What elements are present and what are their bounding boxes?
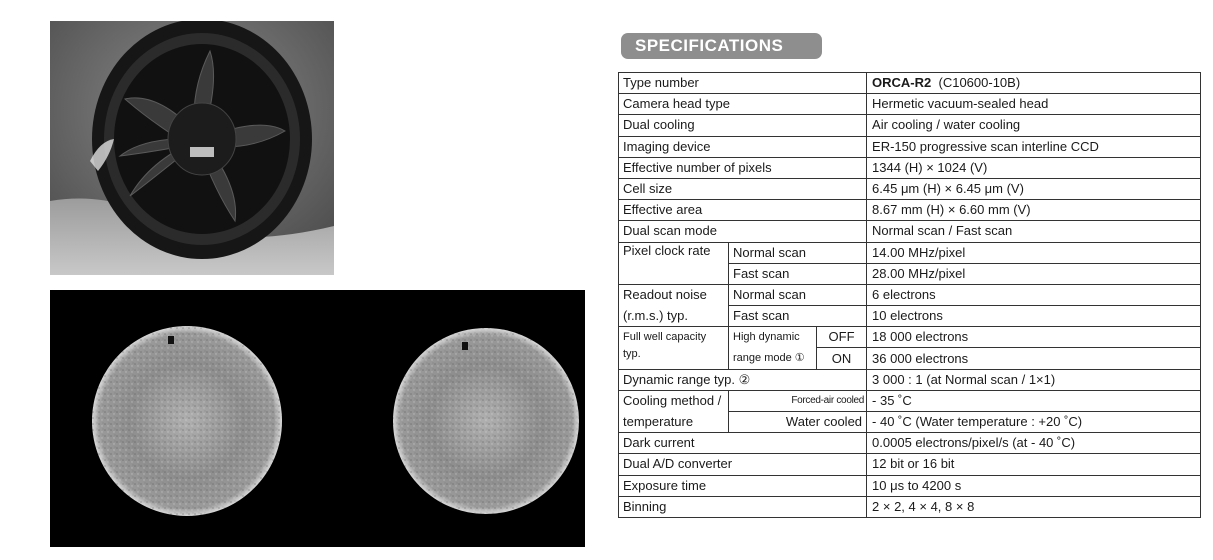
table-row [619,94,1201,115]
table-row [619,157,1201,178]
row-label: Binning [619,496,867,517]
sub-label-normal-scan: Normal scan [729,284,867,305]
row-label: Dual A/D converter [619,454,867,475]
table-row [619,327,1201,348]
forced-air-text: Forced-air cooled [791,394,865,406]
row-value: 3 000 : 1 (at Normal scan / 1×1) [867,369,1201,390]
table-row [619,496,1201,517]
table-row [619,475,1201,496]
row-value: 8.67 mm (H) × 6.60 mm (V) [867,200,1201,221]
table-row [619,369,1201,390]
mode-label-cont: range mode ① [729,348,817,369]
row-value: - 40 ˚C (Water temperature : +20 ˚C) [867,412,1201,433]
row-value: 10 μs to 4200 s [867,475,1201,496]
row-label-cont: typ. [619,348,729,369]
specifications-table [618,72,1201,518]
table-row [619,178,1201,199]
row-label-cont: (r.m.s.) typ. [619,306,729,327]
specifications-heading-text: SPECIFICATIONS [635,36,784,55]
row-label: Pixel clock rate [619,242,729,284]
row-label-cont: temperature [619,412,729,433]
fan-photo [50,21,334,275]
table-row [619,390,1201,411]
row-value: ER-150 progressive scan interline CCD [867,136,1201,157]
row-label: Camera head type [619,94,867,115]
row-value: 18 000 electrons [867,327,1201,348]
row-value: 1344 (H) × 1024 (V) [867,157,1201,178]
row-value: Hermetic vacuum-sealed head [867,94,1201,115]
row-value: 10 electrons [867,306,1201,327]
row-value: 6.45 μm (H) × 6.45 μm (V) [867,178,1201,199]
row-value: 12 bit or 16 bit [867,454,1201,475]
row-value: 0.0005 electrons/pixel/s (at - 40 ˚C) [867,433,1201,454]
water-cooled-text: Water cooled [785,414,863,430]
row-label: Imaging device [619,136,867,157]
table-row [619,348,1201,369]
row-value: - 35 ˚C [867,390,1201,411]
row-value: Normal scan / Fast scan [867,221,1201,242]
row-label: Exposure time [619,475,867,496]
row-label: Dark current [619,433,867,454]
sub-label-normal-scan: Normal scan [729,242,867,263]
table-row [619,200,1201,221]
row-value: 28.00 MHz/pixel [867,263,1201,284]
on-label: ON [817,348,867,369]
row-value: Air cooling / water cooling [867,115,1201,136]
row-label: Full well capacity [619,327,729,348]
sub-label-forced-air [729,390,867,411]
row-label: Type number [619,73,867,94]
sub-label-water [729,412,867,433]
row-label: Dual cooling [619,115,867,136]
fan-image [50,21,334,275]
model-name: ORCA-R2 [872,75,932,91]
row-label: Readout noise [619,284,729,305]
table-row [619,412,1201,433]
speckle-image [50,290,585,547]
specifications-heading [621,33,822,59]
row-value: 36 000 electrons [867,348,1201,369]
table-row [619,284,1201,305]
table-row [619,242,1201,263]
row-label: Dual scan mode [619,221,867,242]
row-value: 14.00 MHz/pixel [867,242,1201,263]
sub-label-fast-scan: Fast scan [729,263,867,284]
row-value: 2 × 2, 4 × 4, 8 × 8 [867,496,1201,517]
row-value [867,73,1201,94]
table-row [619,306,1201,327]
table-row [619,136,1201,157]
table-row [619,73,1201,94]
off-label: OFF [817,327,867,348]
speckle-photo [50,290,585,547]
table-row [619,433,1201,454]
row-label: Cooling method / [619,390,729,411]
row-value: 6 electrons [867,284,1201,305]
table-row [619,115,1201,136]
row-label: Dynamic range typ. ② [619,369,867,390]
model-code: (C10600-10B) [938,75,1021,91]
row-label: Cell size [619,178,867,199]
sub-label-fast-scan: Fast scan [729,306,867,327]
row-label: Effective number of pixels [619,157,867,178]
mode-label: High dynamic [729,327,817,348]
table-row [619,454,1201,475]
row-label: Effective area [619,200,867,221]
table-row [619,221,1201,242]
